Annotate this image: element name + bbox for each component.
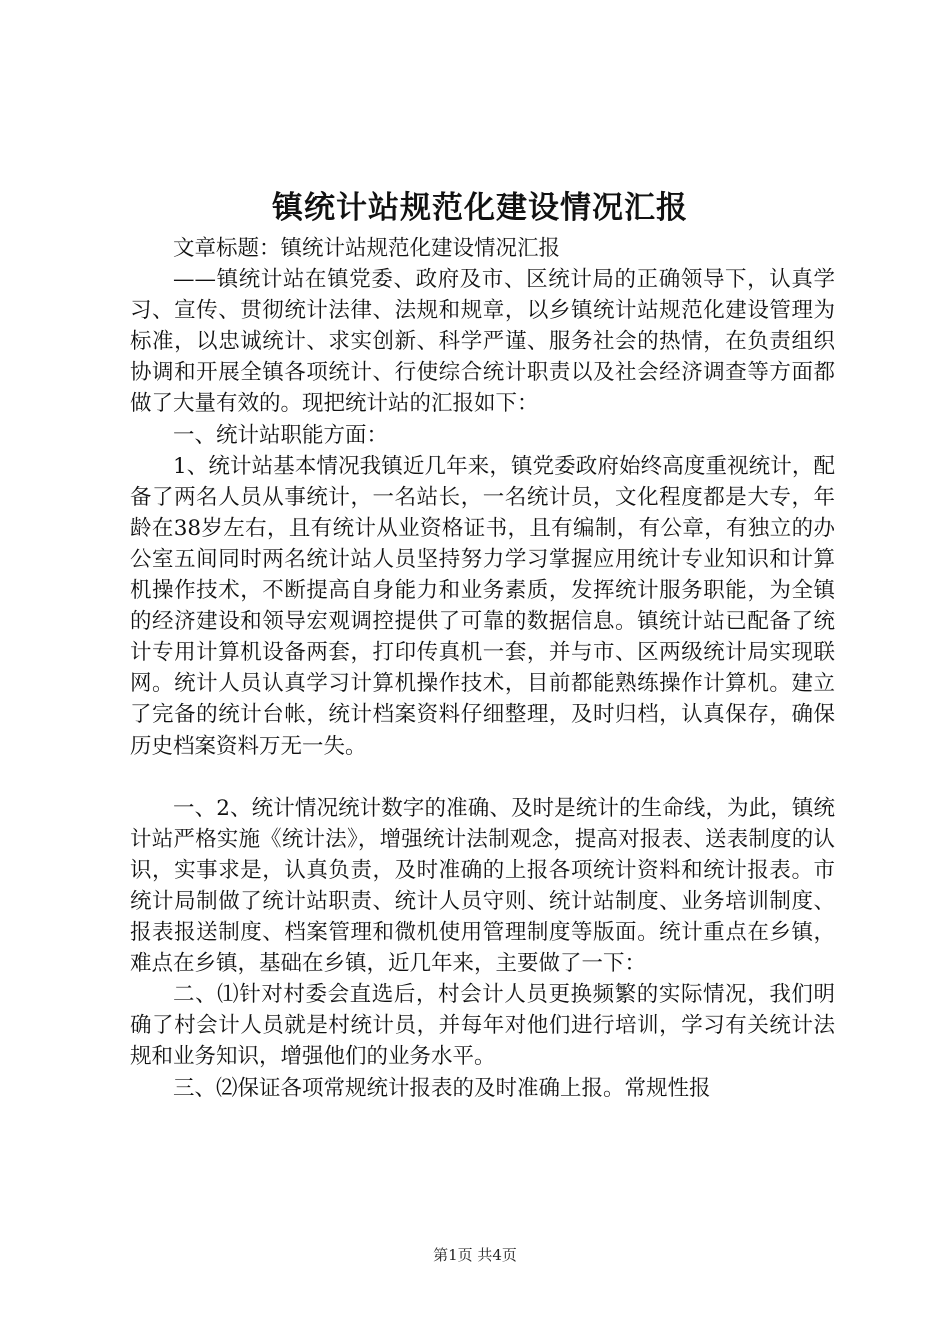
document-title: 镇统计站规范化建设情况汇报 [272,190,688,226]
page-number-footer: 第1页 共4页 [433,1246,517,1264]
routine-reports-paragraph: 三、⑵保证各项常规统计报表的及时准确上报。常规性报 [173,1075,711,1101]
village-accountant-paragraph: 二、⑴针对村委会直选后，村会计人员更换频繁的实际情况，我们明确了村会计人员就是村统计员，并每年对他们进行培训，学习有关统计法规和业务知识，增强他们的业务水平。 [130,982,835,1070]
section-heading-functions: 一、统计站职能方面： [173,422,389,448]
article-title-line: 文章标题：镇统计站规范化建设情况汇报 [173,236,561,261]
paragraph-spacer [130,762,835,793]
basic-situation-paragraph: 1、统计站基本情况我镇近几年来，镇党委政府始终高度重视统计，配备了两名人员从事统计，一名站长，一名统计员，文化程度都是大专，年龄在38岁左右，且有统计从业资格证书，且有编制，有公章，有独立的办公室五间同时两名统计站人员坚持努力学习掌握应用统计专业知识和计算机操作技术，不断提高自身能力和业务素质，发挥统计服务职能，为全镇的经济建设和领导宏观调控提供了可靠的数据信息。镇统计站已配备了统计专用计算机设备两套，打印传真机一套，并与市、区两级统计局实现联网。统计人员认真学习计算机操作技术，目前都能熟练操作计算机。建立了完备的统计台帐，统计档案资料仔细整理，及时归档，认真保存，确保历史档案资料万无一失。 [130,453,835,759]
statistics-situation-paragraph: 一、2、统计情况统计数字的准确、及时是统计的生命线，为此，镇统计站严格实施《统计法》，增强统计法制观念，提高对报表、送表制度的认识，实事求是，认真负责，及时准确的上报各项统计资料和统计报表。市统计局制做了统计站职责、统计人员守则、统计站制度、业务培训制度、报表报送制度、档案管理和微机使用管理制度等版面。统计重点在乡镇，难点在乡镇，基础在乡镇，近几年来，主要做了一下： [130,795,835,977]
document-body [130,233,835,1104]
intro-paragraph: ——镇统计站在镇党委、政府及市、区统计局的正确领导下，认真学习、宣传、贯彻统计法律、法规和规章，以乡镇统计站规范化建设管理为标准，以忠诚统计、求实创新、科学严谨、服务社会的热情，在负责组织协调和开展全镇各项统计、行使综合统计职责以及社会经济调查等方面都做了大量有效的。现把统计站的汇报如下： [130,267,835,417]
